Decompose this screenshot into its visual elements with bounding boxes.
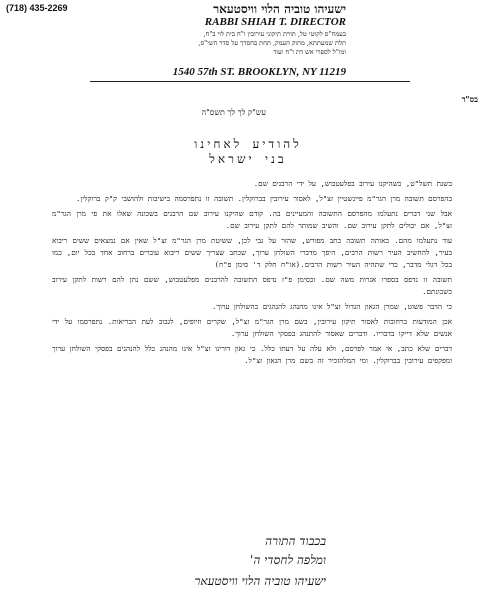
title-line-2: בני ישראל bbox=[209, 152, 287, 166]
signature-name: ישעיהו טוביה הלוי וויסטעאר bbox=[194, 574, 326, 588]
body-paragraph: בשנת תשל"ט, כשהיקנו עירוב בפלעטבוש, על ידי הרבנים שם. bbox=[253, 179, 452, 188]
letter-body bbox=[52, 178, 452, 370]
body-paragraph: עוד נתעלמו מהם. כאותה תשובה כתב מפורש, שהזר על גבי לכן, ששיטת מרן הגר"מ זצ"ל שאין אם נמצאים ששים ריבוא בעיר, להחשיב העיר רשות הרבים, היפך מדברי השולחן ערוך, שכתב שצריך ששים ריבוא עוברים ברחוב אחד בכל יום, כמו בכל דגלי מדבר, כדי שתהיה העיר רשות הרבים.(או"ח חלק ד' סימן פ"ח) bbox=[52, 236, 452, 269]
signature-line: ומלפה לחסדי ה' bbox=[250, 553, 326, 567]
signature-line: בכבוד התורה bbox=[265, 534, 326, 548]
body-paragraph: בהפרסם תשובה מרן הגר"מ פיינשטיין זצ"ל, לאסור עירובין בברוקלין. תשובה זו נתפרסמה בישיבות ולהושבי ק"ק ברוקלין. bbox=[75, 194, 452, 203]
letterhead-line: בעמח"ס לקוטי טל, תורת תיקוני עירובין ו"ח בית לוי ב"ח, bbox=[203, 30, 346, 38]
letterhead-line: תלת שמעתתא, מתוק העמק, תחת בחסדך על סדר השי"ס, bbox=[198, 39, 346, 47]
date-line: עש"ק לך לך תשס"ה bbox=[201, 108, 266, 117]
letterhead-line: ומו"ל לספרי אש דת ו"ח ועוד bbox=[273, 48, 346, 56]
bsd-mark: בס"ד bbox=[461, 94, 478, 104]
body-paragraph: כי הדבר פשוט, שמרן הגאון הגדול זצ"ל אינו מהנהג להנהגים כהשולחן ערוך. bbox=[211, 302, 452, 311]
letterhead-address: 1540 57th ST. BROOKLYN, NY 11219 bbox=[172, 66, 346, 78]
body-paragraph: תשובה זו נדפס בספרו אגרות משה שם. וכסימן פ"ז נדפס התשובה להרבנים מפלעטבוש, ששם נתן להם רשות לתקן עירוב כשכונתם. bbox=[52, 275, 452, 296]
body-paragraph: אכן המודעות ברחובות לאסור תיקון עירובין, בשם מרן הגר"מ זצ"ל, שקרים וזיופים, לגבוב לעת הבריאות. נתפרסמו על ידי אנשים שלא דייקו בדבריו. ודברים שאסור להתנהג בפסקי השולחן ערוך. bbox=[52, 317, 452, 338]
letterhead-description bbox=[86, 30, 346, 57]
body-paragraph: דברים שלא כתב, אי אמר לפרסם, ולא עלה על דעתו כלל. כי גאון דורינו זצ"ל אינו מהנהג כלל להנהגים בפסקי השולחן ערוך ומפקפים עירובין בברוקלין. ומי המלהזכיר זה בשם מרן הגאון זצ"ל. bbox=[52, 344, 452, 365]
letterhead-divider bbox=[90, 81, 410, 82]
title-line-1: להודיע לאחינו bbox=[194, 137, 302, 151]
phone-number: (718) 435-2269 bbox=[6, 3, 68, 13]
letterhead-english-name: RABBI SHIAH T. DIRECTOR bbox=[204, 16, 346, 28]
body-paragraph: אבל שני דברים נתעלמו מהפרסם התשובה והמעיינים בה. קודם שהיקנו עירוב שם הרבנים בשכונה שאלו את פי מרן הגר"מ זצ"ל, אם יכולים לתקן עירוב שם. והשיב שמותר להם לתקן עירוב שם. bbox=[52, 209, 452, 230]
letterhead-hebrew-name: ישעיהו טוביה הלוי וויסטעאר bbox=[213, 2, 346, 16]
